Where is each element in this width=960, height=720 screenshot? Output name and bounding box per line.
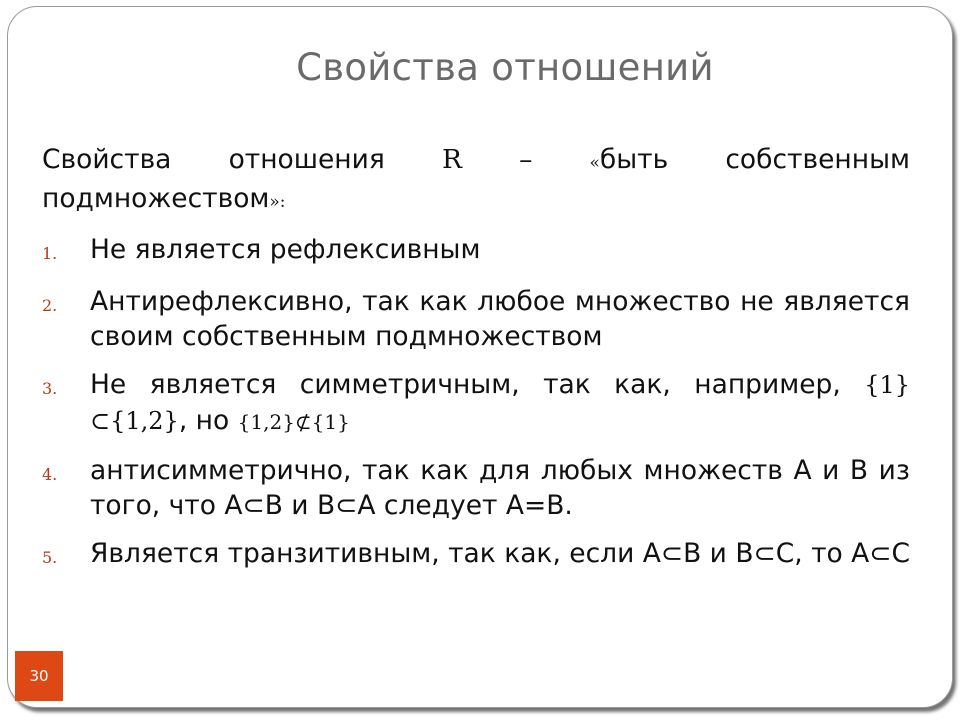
list-item-text: Антирефлексивно, так как любое множество не является своим собственным подмножеством <box>90 286 910 352</box>
properties-list <box>42 232 910 575</box>
intro-text-start: Свойства отношения <box>42 144 385 175</box>
list-item <box>42 536 910 575</box>
intro-dash: – <box>519 144 533 175</box>
slide-number-badge: 30 <box>15 651 63 701</box>
list-item-text-part: , но <box>178 405 230 436</box>
list-item-text <box>90 367 910 440</box>
list-item <box>42 453 910 523</box>
list-item <box>42 232 910 271</box>
slide-body <box>42 142 910 588</box>
intro-paragraph <box>42 142 910 220</box>
intro-text-quoted: быть собственным подмножеством <box>42 144 910 214</box>
list-number: 3. <box>42 379 58 398</box>
list-item-text: антисимметрично, так как для любых множеств A и B из того, что A⊂B и B⊂A следует A=B. <box>90 455 910 521</box>
list-item-text-part: Не является симметричным, так как, например, <box>90 369 841 400</box>
relation-symbol: R <box>441 144 462 175</box>
list-number: 4. <box>42 465 58 484</box>
list-number: 1. <box>42 244 58 263</box>
math-expression: {1,2}⊄{1} <box>237 410 350 434</box>
list-number: 5. <box>42 548 58 567</box>
open-quote: « <box>589 153 600 173</box>
list-item-text: Является транзитивным, так как, если A⊂B и B⊂C, то A⊂C <box>90 538 910 569</box>
close-quote: »: <box>269 192 286 212</box>
slide-title: Свойства отношений <box>296 46 714 89</box>
list-number: 2. <box>42 296 58 315</box>
math-expression: {1}⊂{1,2} <box>90 371 910 435</box>
list-item-text: Не является рефлексивным <box>90 234 481 265</box>
list-item <box>42 284 910 354</box>
list-item <box>42 367 910 440</box>
